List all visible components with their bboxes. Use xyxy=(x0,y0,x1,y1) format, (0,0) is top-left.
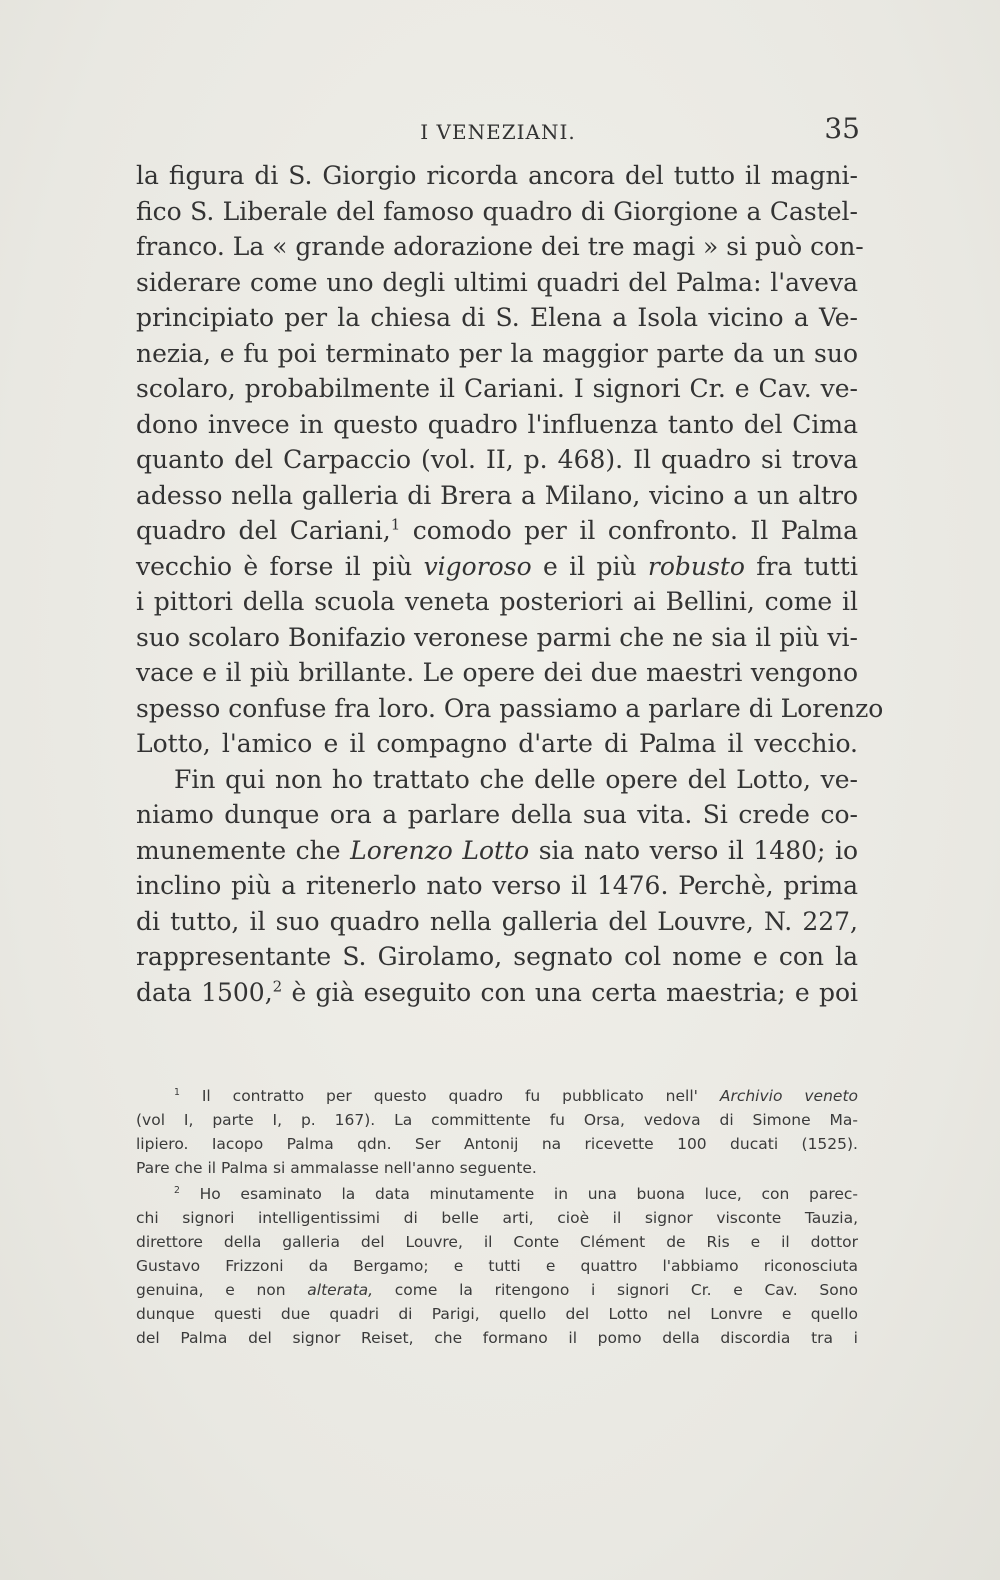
footnote-line: chi signori intelligentissimi di belle arti, cioè il signor visconte Tauzia, xyxy=(136,1209,858,1227)
text-span: data 1500, xyxy=(136,977,273,1007)
text-line: siderare come uno degli ultimi quadri del Palma: l'aveva xyxy=(136,267,858,297)
text-line: inclino più a ritenerlo nato verso il 1476. Perchè, prima xyxy=(136,871,858,900)
running-title: I VENEZIANI. xyxy=(420,120,576,144)
footnote-mark: 2 xyxy=(174,1184,180,1196)
footnote-line: del Palma del signor Reiset, che formano il pomo della discordia tra i xyxy=(136,1329,858,1347)
emphasis: Archivio veneto xyxy=(719,1087,859,1105)
text-span: genuina, e non xyxy=(136,1281,308,1299)
text-span: è già eseguito con una certa maestria; e poi xyxy=(282,977,858,1007)
text-span: munemente che xyxy=(136,835,351,865)
text-line xyxy=(136,513,858,549)
footnote-line xyxy=(136,1182,858,1206)
emphasis: alterata, xyxy=(307,1281,374,1299)
text-line: la figura di S. Giorgio ricorda ancora del tutto il magni- xyxy=(136,161,858,190)
text-line: rappresentante S. Girolamo, segnato col nome e con la xyxy=(136,942,858,971)
text-span: fra tutti xyxy=(744,551,858,581)
text-span: Ho esaminato la data minutamente in una buona luce, con parec- xyxy=(179,1185,858,1203)
footnote-line: direttore della galleria del Louvre, il Conte Clément de Ris e il dottor xyxy=(136,1233,858,1251)
emphasis: robusto xyxy=(647,551,745,581)
footnote-line: Gustavo Frizzoni da Bergamo; e tutti e quattro l'abbiamo riconosciuta xyxy=(136,1257,858,1275)
page-number: 35 xyxy=(824,112,860,145)
text-line: Lotto, l'amico e il compagno d'arte di Palma il vecchio. xyxy=(136,729,858,758)
text-line: adesso nella galleria di Brera a Milano, vicino a un altro xyxy=(136,480,858,510)
emphasis: Lorenzo Lotto xyxy=(350,835,530,865)
footnote-mark: 1 xyxy=(174,1086,180,1098)
text-span: e il più xyxy=(531,551,648,581)
footnote-line: Pare che il Palma si ammalasse nell'anno seguente. xyxy=(136,1159,537,1177)
text-line xyxy=(136,549,858,585)
text-span: sia nato verso il 1480; io xyxy=(529,835,859,865)
footnotes xyxy=(136,1084,858,1350)
text-span: comodo per il confronto. Il Palma xyxy=(400,516,858,545)
text-span: quadro del Cariani, xyxy=(136,516,391,545)
text-line: nezia, e fu poi terminato per la maggior parte da un suo xyxy=(136,338,858,368)
text-line: niamo dunque ora a parlare della sua vita. Si crede co- xyxy=(136,800,858,829)
text-line: dono invece in questo quadro l'influenza tanto del Cima xyxy=(136,409,858,439)
footnote-line: lipiero. Iacopo Palma qdn. Ser Antonij na ricevette 100 ducati (1525). xyxy=(136,1135,858,1153)
footnote-line: dunque questi due quadri di Parigi, quello del Lotto nel Lonvre e quello xyxy=(136,1305,858,1323)
text-line: vace e il più brillante. Le opere dei due maestri vengono xyxy=(136,658,858,687)
text-line: i pittori della scuola veneta posteriori ai Bellini, come il xyxy=(136,587,858,616)
footnote-ref-2: 2 xyxy=(272,977,283,996)
running-header xyxy=(136,112,860,152)
text-line: principiato per la chiesa di S. Elena a Isola vicino a Ve- xyxy=(136,303,858,332)
text-line: di tutto, il suo quadro nella galleria del Louvre, N. 227, xyxy=(136,906,858,936)
emphasis: vigoroso xyxy=(423,551,532,581)
text-span: come la ritengono i signori Cr. e Cav. Sono xyxy=(373,1281,858,1299)
text-line: spesso confuse fra loro. Ora passiamo a parlare di Lorenzo xyxy=(136,693,884,723)
text-line: franco. La « grande adorazione dei tre magi » si può con- xyxy=(136,232,864,261)
main-text xyxy=(136,158,884,1010)
footnote-ref-1: 1 xyxy=(390,515,401,534)
footnote-line xyxy=(136,1084,858,1108)
text-line: fico S. Liberale del famoso quadro di Giorgione a Castel- xyxy=(136,196,858,226)
text-span: Il contratto per questo quadro fu pubblicato nell' xyxy=(179,1087,720,1105)
footnote-line xyxy=(136,1278,858,1302)
text-line: scolaro, probabilmente il Cariani. I signori Cr. e Cav. ve- xyxy=(136,374,858,403)
footnote-line: (vol I, parte I, p. 167). La committente fu Orsa, vedova di Simone Ma- xyxy=(136,1111,858,1129)
text-line: Fin qui non ho trattato che delle opere del Lotto, ve- xyxy=(174,764,858,794)
text-line xyxy=(136,833,858,869)
text-line: quanto del Carpaccio (vol. II, p. 468). Il quadro si trova xyxy=(136,445,858,474)
text-line xyxy=(136,975,858,1011)
text-span: vecchio è forse il più xyxy=(136,551,424,581)
text-line: suo scolaro Bonifazio veronese parmi che ne sia il più vi- xyxy=(136,622,858,652)
